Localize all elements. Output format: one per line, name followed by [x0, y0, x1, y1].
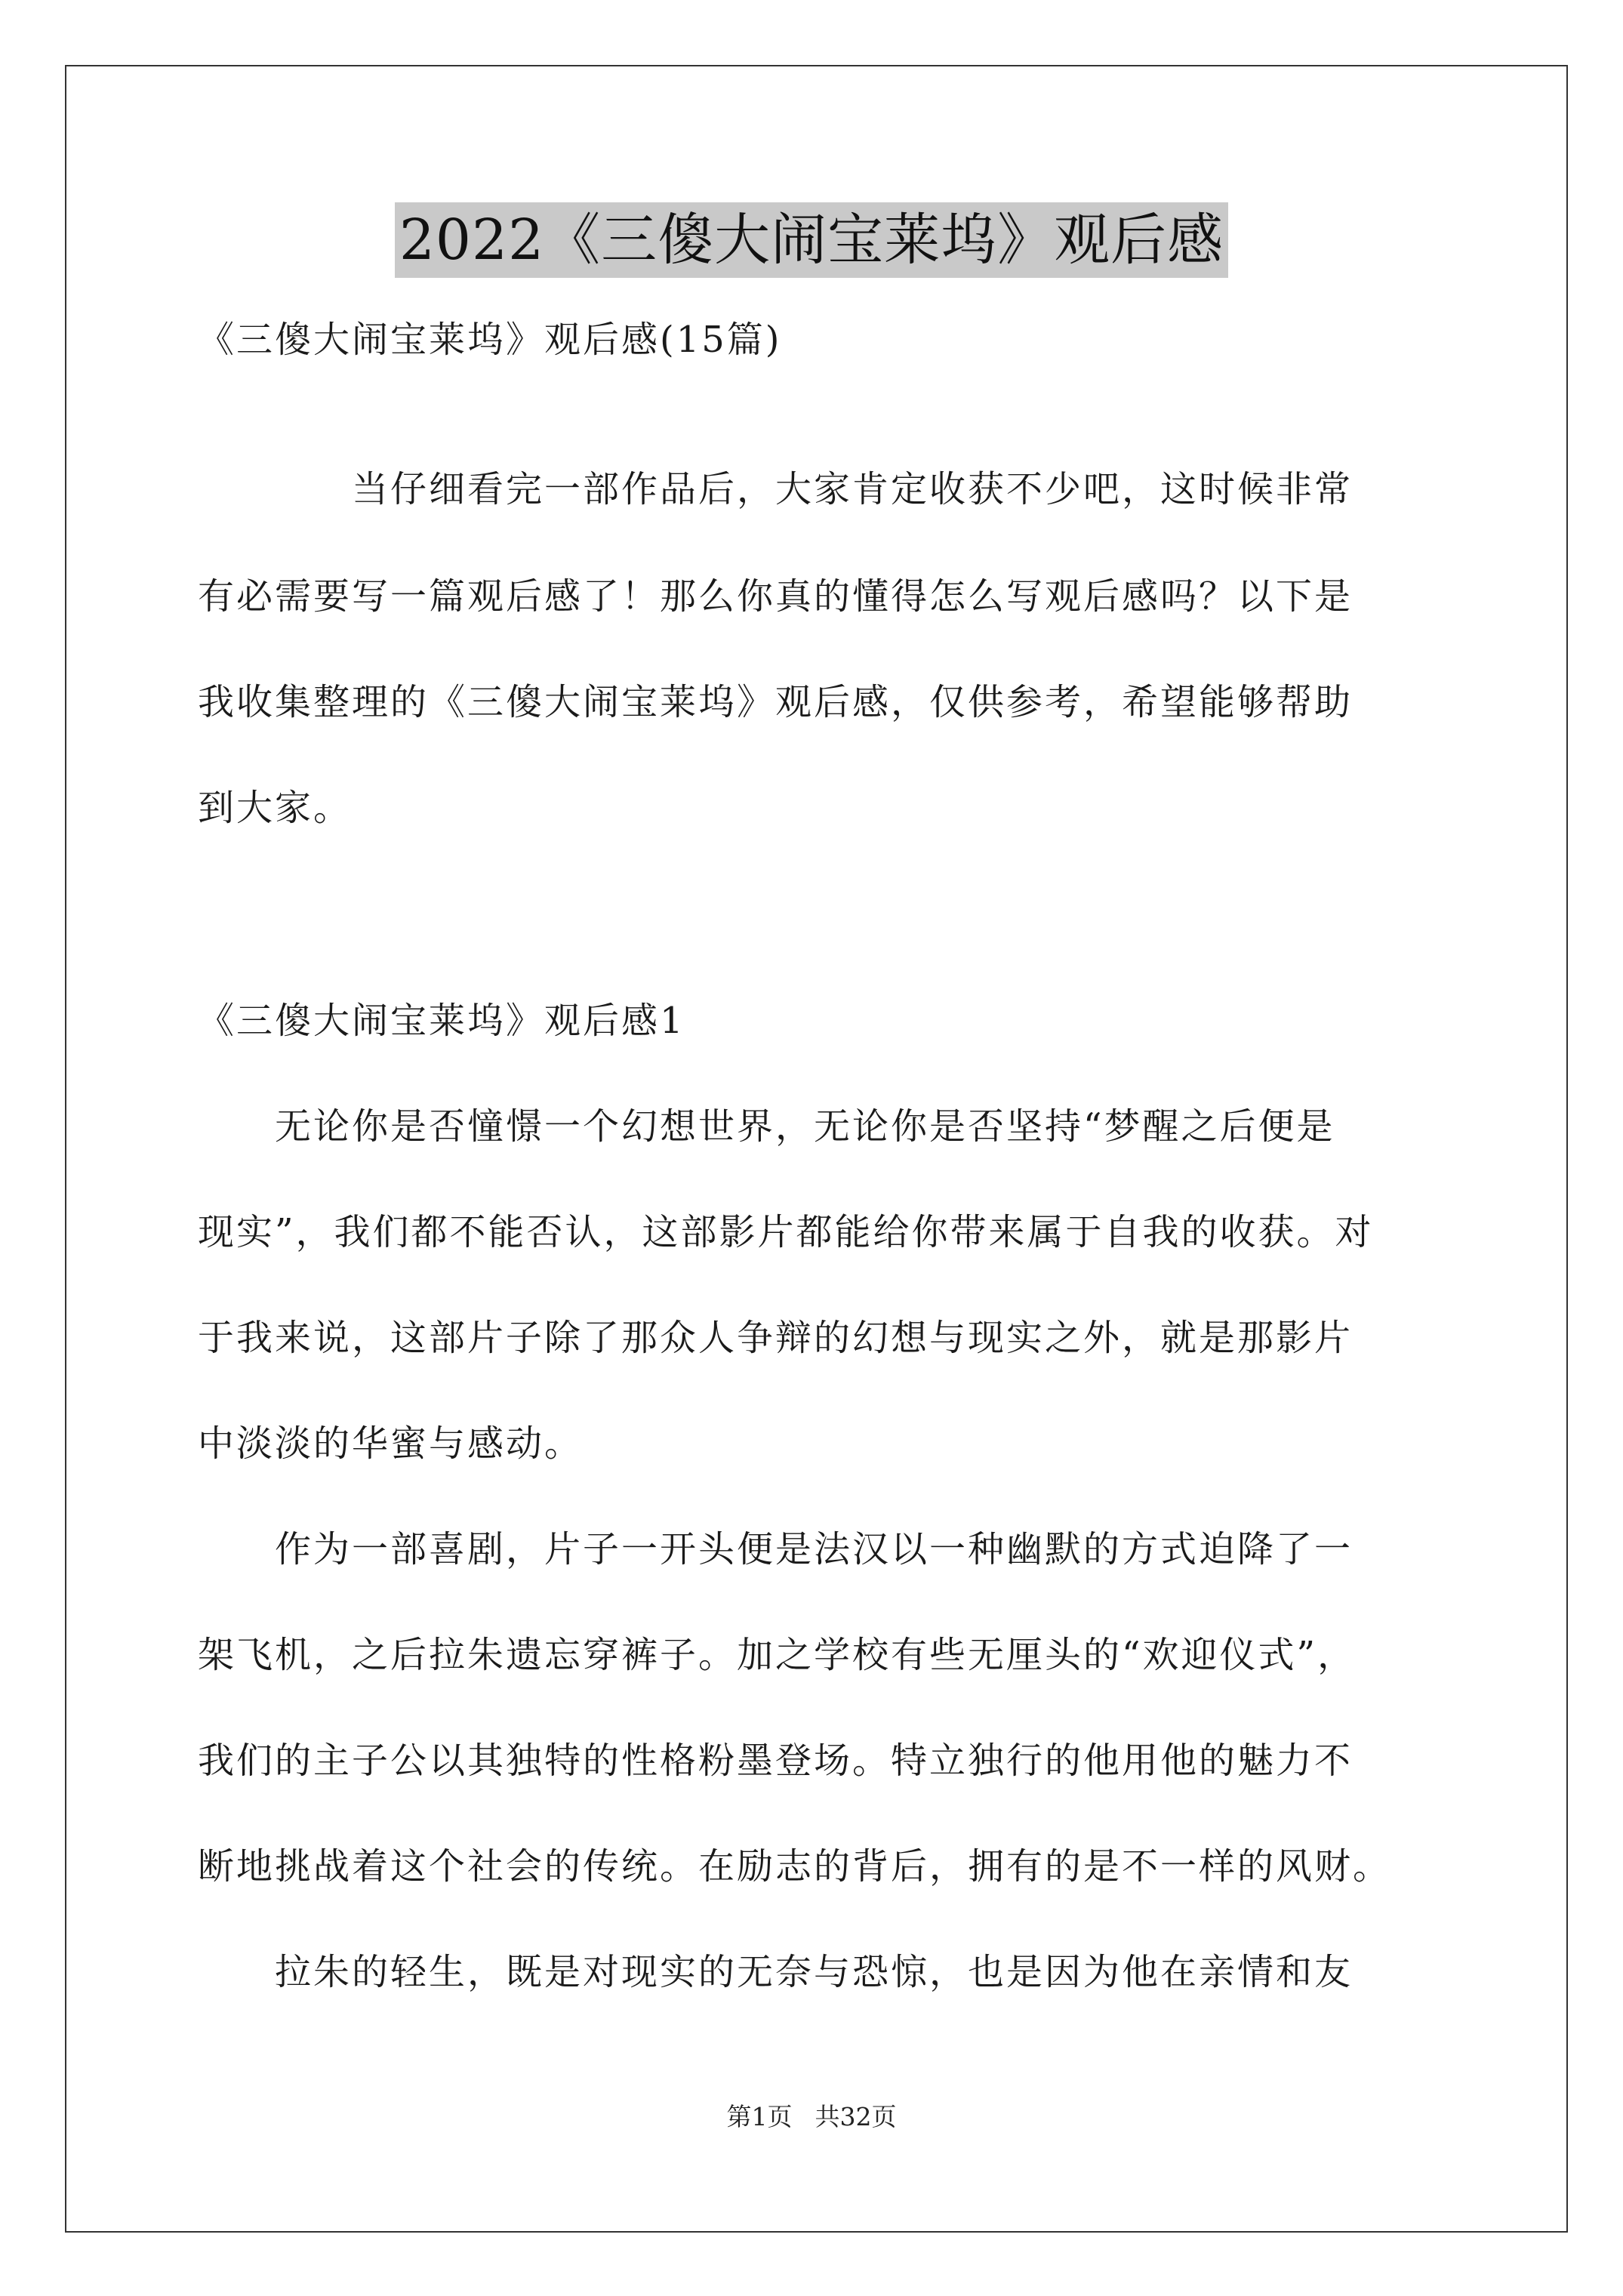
- text-line: 断地挑战着这个社会的传统。在励志的背后，拥有的是不一样的风财。: [198, 1845, 1392, 1888]
- text-line: 架飞机，之后拉朱遗忘穿裤子。加之学校有些无厘头的“欢迎仪式”，: [198, 1634, 1357, 1676]
- section-heading: 《三傻大闹宝莱坞》观后感1: [198, 1000, 685, 1042]
- subtitle-line: 《三傻大闹宝莱坞》观后感(15篇): [198, 319, 782, 361]
- title-container: [0, 202, 1623, 278]
- text-line: 当仔细看完一部作品后，大家肯定收获不少吧，这时候非常: [198, 468, 1354, 510]
- document-title: 2022《三傻大闹宝莱坞》观后感: [395, 202, 1228, 278]
- text-line: 到大家。: [198, 787, 353, 829]
- text-line: 中淡淡的华蜜与感动。: [198, 1422, 584, 1465]
- page-number: 第1页: [726, 2102, 793, 2131]
- text-line: 我们的主子公以其独特的性格粉墨登场。特立独行的他用他的魅力不: [198, 1740, 1354, 1782]
- total-pages: 共32页: [815, 2102, 897, 2131]
- text-line: 有必需要写一篇观后感了！那么你真的懂得怎么写观后感吗？以下是: [198, 575, 1354, 618]
- text-line: 我收集整理的《三傻大闹宝莱坞》观后感，仅供参考，希望能够帮助: [198, 681, 1354, 723]
- text-line: 现实”，我们都不能否认，这部影片都能给你带来属于自我的收获。对: [198, 1211, 1374, 1253]
- text-line: 作为一部喜剧，片子一开头便是法汉以一种幽默的方式迫降了一: [198, 1528, 1354, 1570]
- page-footer: [0, 2100, 1623, 2134]
- text-line: 于我来说，这部片子除了那众人争辩的幻想与现实之外，就是那影片: [198, 1317, 1354, 1359]
- text-line: 拉朱的轻生，既是对现实的无奈与恐惊，也是因为他在亲情和友: [198, 1951, 1354, 1993]
- text-line: 无论你是否憧憬一个幻想世界，无论你是否坚持“梦醒之后便是: [198, 1105, 1335, 1148]
